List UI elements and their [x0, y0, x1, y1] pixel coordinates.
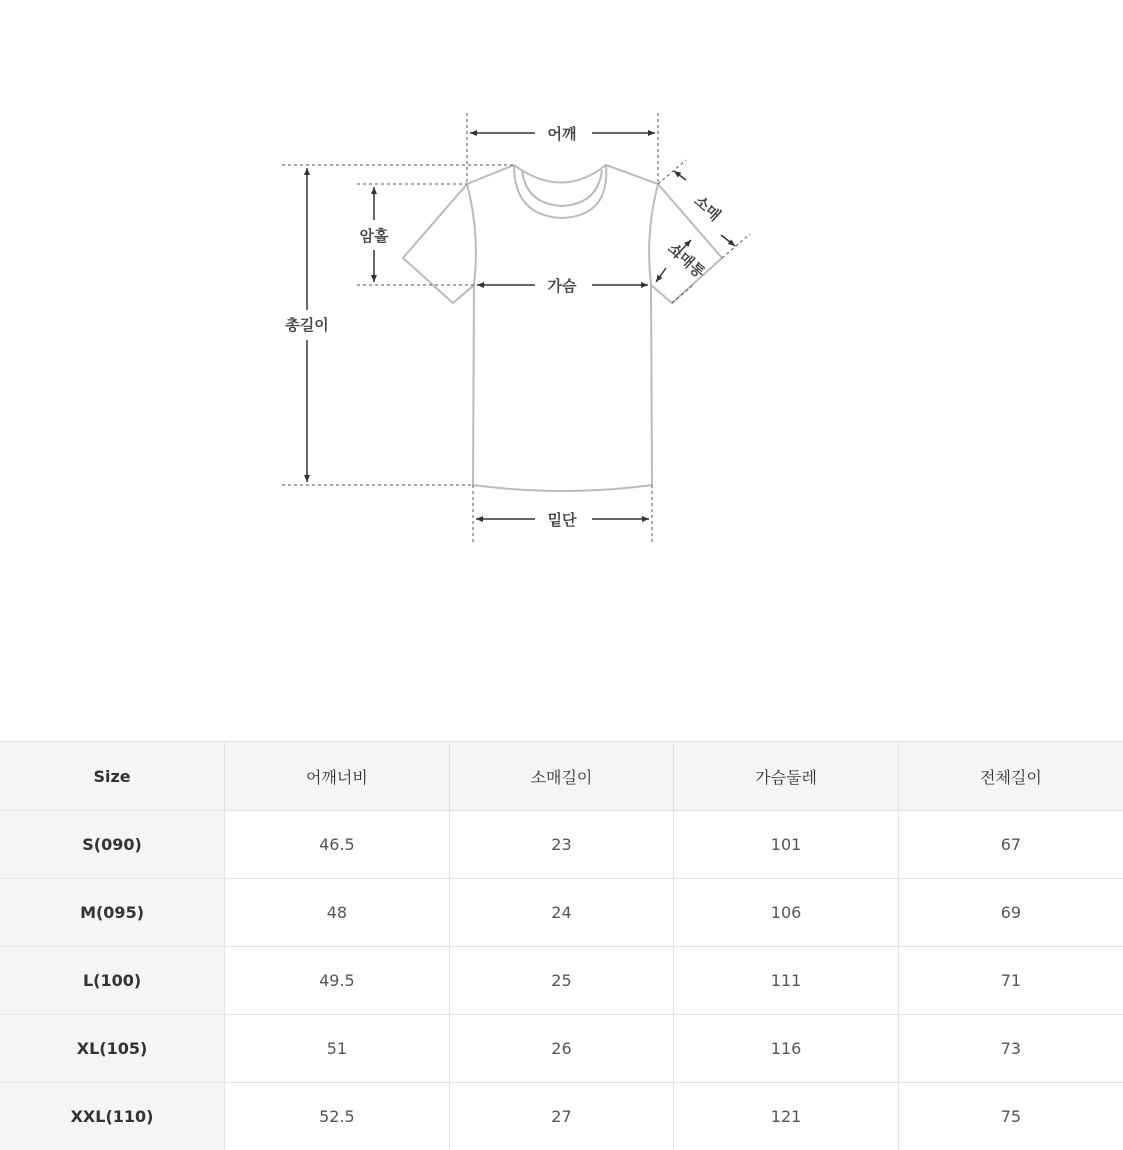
table-cell: 121 — [674, 1083, 899, 1150]
label-shoulder: 어깨 — [548, 125, 577, 143]
table-cell: 116 — [674, 1015, 899, 1083]
dimension-lines — [307, 133, 735, 519]
table-cell: 24 — [449, 879, 674, 947]
table-cell: 101 — [674, 811, 899, 879]
label-total-length: 총길이 — [284, 316, 328, 334]
header-shoulder-width: 어깨너비 — [225, 742, 450, 811]
header-total-length: 전체길이 — [898, 742, 1123, 811]
table-row — [0, 879, 1123, 947]
size-cell: S(090) — [0, 811, 225, 879]
table-cell: 106 — [674, 879, 899, 947]
table-header-row — [0, 742, 1123, 811]
table-cell: 23 — [449, 811, 674, 879]
label-chest: 가슴 — [548, 277, 577, 295]
tshirt-outline — [403, 165, 722, 491]
label-armhole: 암홀 — [360, 227, 389, 245]
table-row — [0, 947, 1123, 1015]
header-sleeve-length: 소매길이 — [449, 742, 674, 811]
size-table — [0, 741, 1123, 1150]
size-cell: M(095) — [0, 879, 225, 947]
size-cell: XL(105) — [0, 1015, 225, 1083]
table-cell: 67 — [898, 811, 1123, 879]
table-cell: 27 — [449, 1083, 674, 1150]
size-cell: L(100) — [0, 947, 225, 1015]
header-chest-circumference: 가슴둘레 — [674, 742, 899, 811]
table-cell: 75 — [898, 1083, 1123, 1150]
table-cell: 48 — [225, 879, 450, 947]
table-row — [0, 1015, 1123, 1083]
table-cell: 69 — [898, 879, 1123, 947]
table-cell: 25 — [449, 947, 674, 1015]
table-cell: 52.5 — [225, 1083, 450, 1150]
table-cell: 49.5 — [225, 947, 450, 1015]
table-cell: 51 — [225, 1015, 450, 1083]
size-cell: XXL(110) — [0, 1083, 225, 1150]
table-row — [0, 1083, 1123, 1150]
table-cell: 73 — [898, 1015, 1123, 1083]
header-size: Size — [0, 742, 225, 811]
label-sleeve: 소매 — [691, 192, 725, 225]
label-sleeve-opening: 소매통 — [664, 239, 709, 282]
label-hem: 밑단 — [548, 511, 577, 529]
table-cell: 71 — [898, 947, 1123, 1015]
guide-lines — [282, 113, 750, 545]
table-cell: 46.5 — [225, 811, 450, 879]
table-cell: 111 — [674, 947, 899, 1015]
table-row — [0, 811, 1123, 879]
table-cell: 26 — [449, 1015, 674, 1083]
